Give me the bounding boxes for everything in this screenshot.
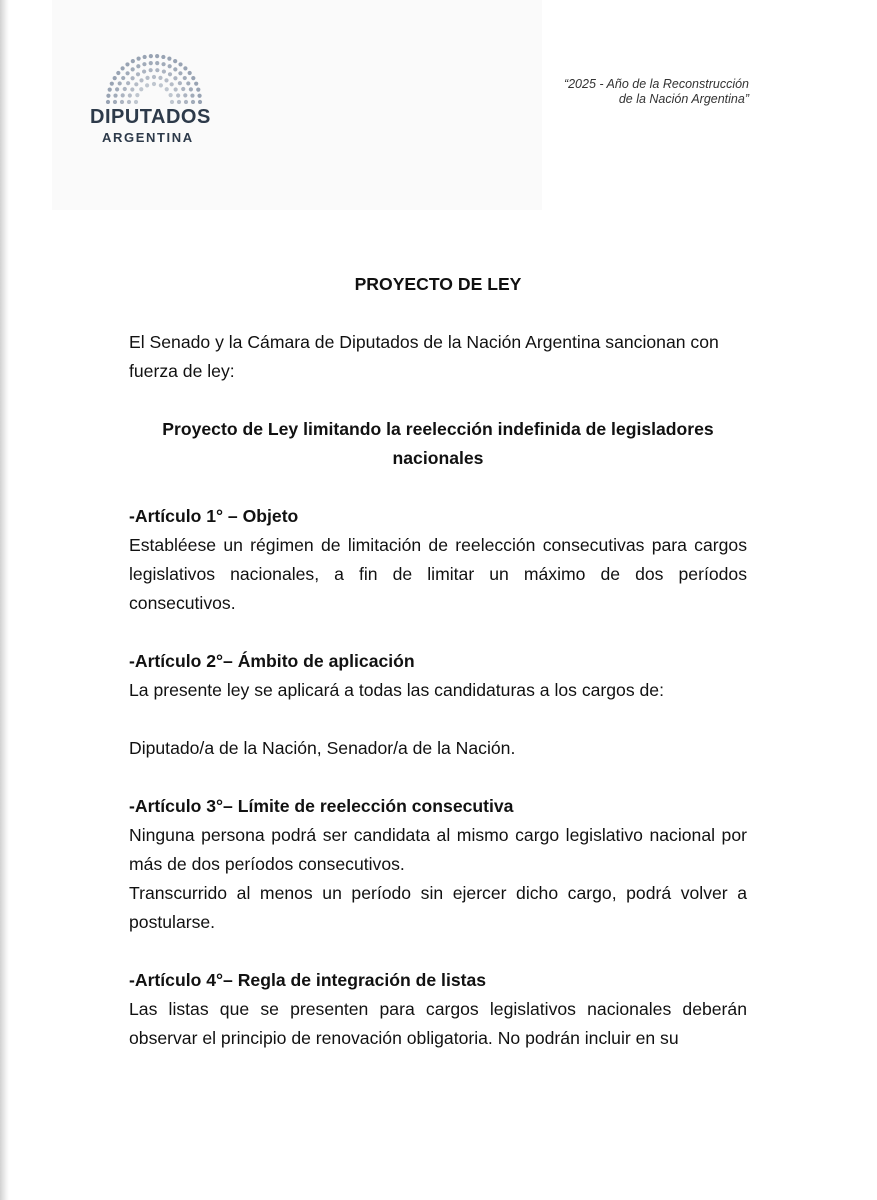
logo-dot <box>128 93 132 97</box>
logo-dot <box>116 71 120 75</box>
logo-dot <box>130 76 134 80</box>
article-paragraph: Diputado/a de la Nación, Senador/a de la Nación. <box>129 738 516 758</box>
article-2 <box>129 647 747 763</box>
logo-dot <box>125 62 129 66</box>
logo-dot <box>149 61 153 65</box>
logo-dot <box>139 87 143 91</box>
enacting-clause: El Senado y la Cámara de Diputados de la Nación Argentina sancionan con fuerza de ley: <box>129 332 719 381</box>
logo-dot <box>181 87 185 91</box>
logo-dot <box>106 94 110 98</box>
article-title: -Artículo 3°– Límite de reelección consecutiva <box>129 796 514 816</box>
logo-dot <box>113 100 117 104</box>
motto-line-1: “2025 - Año de la Reconstrucción <box>563 77 749 91</box>
logo-dot <box>106 100 110 104</box>
logo-dot <box>173 59 177 63</box>
article-paragraph: Ninguna persona podrá ser candidata al mismo cargo legislativo nacional por más de dos períodos consecutivos. <box>129 825 747 874</box>
logo-dot <box>170 82 174 86</box>
logo-dot <box>108 87 112 91</box>
logo-dot <box>176 93 180 97</box>
logo-dot <box>113 93 117 97</box>
logo-dot <box>152 75 156 79</box>
logo-dot <box>131 67 135 71</box>
document-body <box>129 270 747 1082</box>
logo-dot <box>173 76 177 80</box>
logo-dot <box>139 78 143 82</box>
logo-dot <box>184 100 188 104</box>
logo-dot <box>173 67 177 71</box>
logo-dot <box>135 93 139 97</box>
logo-dot <box>110 82 114 86</box>
logo-dot <box>149 54 153 58</box>
logo-dot <box>194 82 198 86</box>
logo-dot <box>145 83 149 87</box>
logo-dot <box>137 57 141 61</box>
logo-dot <box>143 55 147 59</box>
logo-dot <box>121 93 125 97</box>
logo-dot <box>161 62 165 66</box>
logo-dot <box>113 76 117 80</box>
year-motto <box>564 77 749 107</box>
logo-dot <box>155 54 159 58</box>
logo-dot <box>134 82 138 86</box>
logo-dot <box>155 61 159 65</box>
logo-dot <box>118 81 122 85</box>
logo-dot <box>127 100 131 104</box>
logo-dot <box>130 87 134 91</box>
logo-dot <box>155 68 159 72</box>
logo-dot <box>162 69 166 73</box>
logo-dot <box>152 82 156 86</box>
logo-dot <box>136 72 140 76</box>
article-4 <box>129 966 747 1053</box>
logo-dot <box>170 100 174 104</box>
motto-line-2: de la Nación Argentina” <box>618 92 749 106</box>
logo-dot <box>149 68 153 72</box>
logo-dot <box>125 71 129 75</box>
logo-dot <box>142 62 146 66</box>
logo-dot <box>169 93 173 97</box>
article-3 <box>129 792 747 937</box>
hemicycle-icon <box>102 50 206 104</box>
logo-dot <box>136 64 140 68</box>
logo-dot <box>177 100 181 104</box>
article-paragraph: Transcurrido al menos un período sin ejercer dicho cargo, podrá volver a postularse. <box>129 883 747 932</box>
article-paragraph: Establéese un régimen de limitación de reelección consecutivas para cargos legislativos nacionales, a fin de limitar un máximo de dos períodos consecutivos. <box>129 535 747 613</box>
logo-dot <box>191 100 195 104</box>
logo-dot <box>131 59 135 63</box>
logo-dot <box>164 78 168 82</box>
logo-dot <box>168 72 172 76</box>
logo-dot <box>167 57 171 61</box>
logo-dot <box>120 100 124 104</box>
logo-dot <box>126 81 130 85</box>
logo-dot <box>186 81 190 85</box>
logo-dot <box>183 66 187 70</box>
article-title: -Artículo 2°– Ámbito de aplicación <box>129 651 415 671</box>
logo-dot <box>197 94 201 98</box>
article-paragraph: La presente ley se aplicará a todas las candidaturas a los cargos de: <box>129 680 664 700</box>
logo-dot <box>158 76 162 80</box>
logo-dot <box>198 100 202 104</box>
logo-dot <box>190 93 194 97</box>
logo-dot <box>168 64 172 68</box>
logo-dot <box>183 76 187 80</box>
logo-dot <box>142 69 146 73</box>
logo-dot <box>123 87 127 91</box>
logo-dot <box>183 93 187 97</box>
logo-dot <box>159 83 163 87</box>
logo-dot <box>115 87 119 91</box>
logo-dot <box>191 76 195 80</box>
article-paragraph: Las listas que se presenten para cargos legislativos nacionales deberán observar el principio de renovación obligatoria. No podrán incluir en su <box>129 999 747 1048</box>
logo-dot <box>188 71 192 75</box>
logo-dot <box>189 87 193 91</box>
diputados-logo <box>80 50 230 145</box>
logo-dot <box>161 55 165 59</box>
logo-dot <box>178 81 182 85</box>
logo-line-1: DIPUTADOS <box>90 106 211 128</box>
bill-subtitle: Proyecto de Ley limitando la reelección indefinida de legisladores nacionales <box>162 419 714 468</box>
logo-dot <box>178 71 182 75</box>
article-title: -Artículo 1° – Objeto <box>129 506 299 526</box>
article-title: -Artículo 4°– Regla de integración de listas <box>129 970 487 990</box>
logo-dot <box>134 100 138 104</box>
logo-line-2: ARGENTINA <box>102 130 194 145</box>
article-1 <box>129 502 747 618</box>
page-edge-shadow <box>0 0 9 1200</box>
logo-dot <box>196 87 200 91</box>
logo-dot <box>174 87 178 91</box>
logo-dot <box>145 76 149 80</box>
logo-dot <box>121 76 125 80</box>
logo-dot <box>178 62 182 66</box>
document-title: PROYECTO DE LEY <box>354 274 522 294</box>
logo-dot <box>121 66 125 70</box>
logo-dot <box>165 87 169 91</box>
